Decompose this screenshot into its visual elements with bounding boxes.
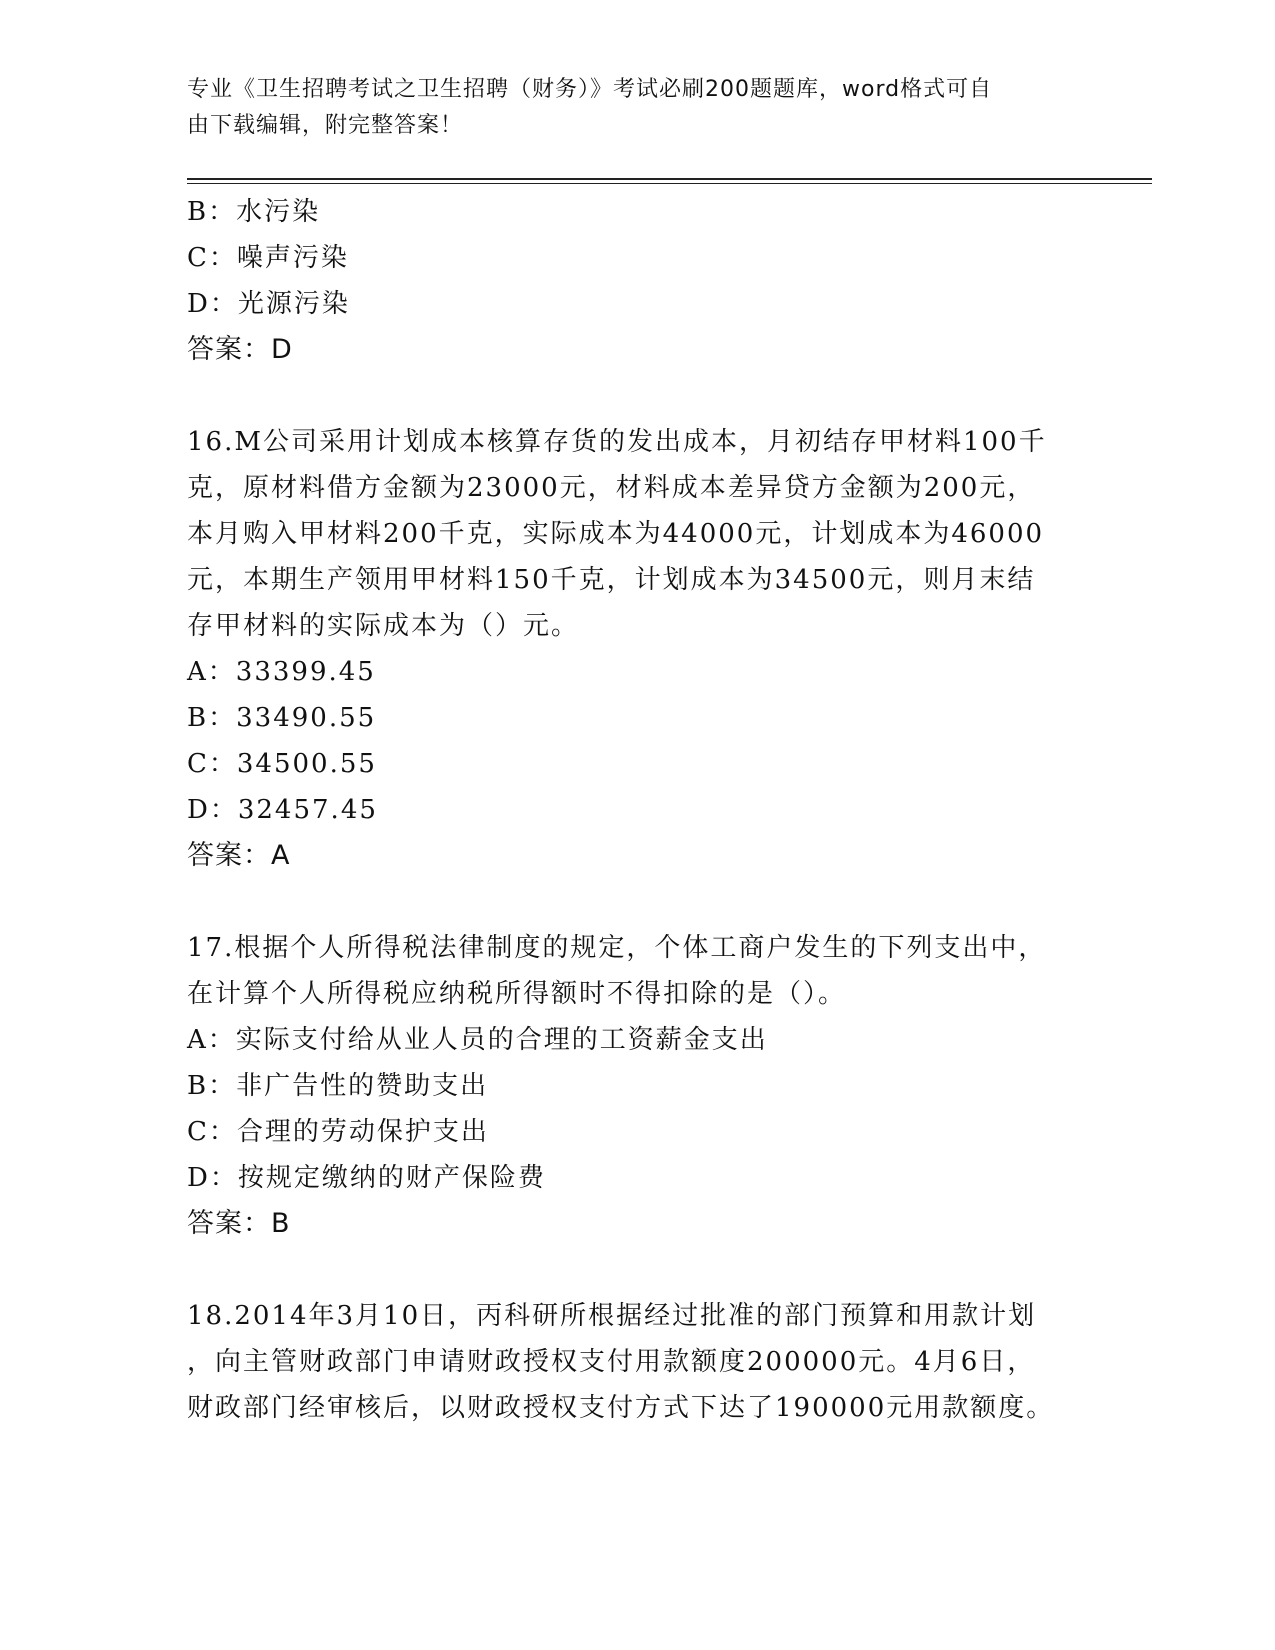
option-b: B：水污染 <box>187 197 321 227</box>
header-divider-thin <box>187 183 1152 184</box>
question-17-text-line: 17.根据个人所得税法律制度的规定，个体工商户发生的下列支出中， <box>187 933 1047 963</box>
header-title-line-2: 由下载编辑，附完整答案！ <box>187 113 464 138</box>
question-16-text-line: 克，原材料借方金额为23000元，材料成本差异贷方金额为200元， <box>187 473 1036 503</box>
option-a: A：实际支付给从业人员的合理的工资薪金支出 <box>187 1025 768 1055</box>
header-title-line-1: 专业《卫生招聘考试之卫生招聘（财务）》考试必刷200题题库，word格式可自 <box>187 77 993 102</box>
answer-label: 答案：D <box>187 334 293 365</box>
option-c: C：合理的劳动保护支出 <box>187 1117 489 1147</box>
question-18-text-line: 财政部门经审核后，以财政授权支付方式下达了190000元用款额度。 <box>187 1393 1055 1423</box>
answer-label: 答案：A <box>187 840 291 871</box>
question-16-block <box>187 419 1067 879</box>
option-d: D：32457.45 <box>187 795 378 825</box>
option-a: A：33399.45 <box>187 657 376 687</box>
header-divider-thick <box>187 178 1152 180</box>
option-b: B：非广告性的赞助支出 <box>187 1071 489 1101</box>
option-c: C：噪声污染 <box>187 243 349 273</box>
spacer <box>187 373 1067 419</box>
question-18-block <box>187 1293 1067 1431</box>
question-content <box>187 189 1067 1431</box>
document-header <box>187 72 1067 144</box>
option-d: D：光源污染 <box>187 289 350 319</box>
option-d: D：按规定缴纳的财产保险费 <box>187 1163 546 1193</box>
question-17-block <box>187 925 1067 1247</box>
question-16-text-line: 16.M公司采用计划成本核算存货的发出成本，月初结存甲材料100千 <box>187 427 1047 457</box>
answer-label: 答案：B <box>187 1208 291 1239</box>
question-17-text-line: 在计算个人所得税应纳税所得额时不得扣除的是（）。 <box>187 979 847 1009</box>
question-15-block <box>187 189 1067 373</box>
question-16-text-line: 存甲材料的实际成本为（）元。 <box>187 611 580 641</box>
question-18-text-line: 18.2014年3月10日，丙科研所根据经过批准的部门预算和用款计划 <box>187 1301 1037 1331</box>
option-c: C：34500.55 <box>187 749 377 779</box>
question-16-text-line: 元，本期生产领用甲材料150千克，计划成本为34500元，则月末结 <box>187 565 1036 595</box>
spacer <box>187 1247 1067 1293</box>
question-16-text-line: 本月购入甲材料200千克，实际成本为44000元，计划成本为46000 <box>187 519 1045 549</box>
spacer <box>187 879 1067 925</box>
question-18-text-line: ，向主管财政部门申请财政授权支付用款额度200000元。4月6日， <box>187 1347 1036 1377</box>
option-b: B：33490.55 <box>187 703 377 733</box>
